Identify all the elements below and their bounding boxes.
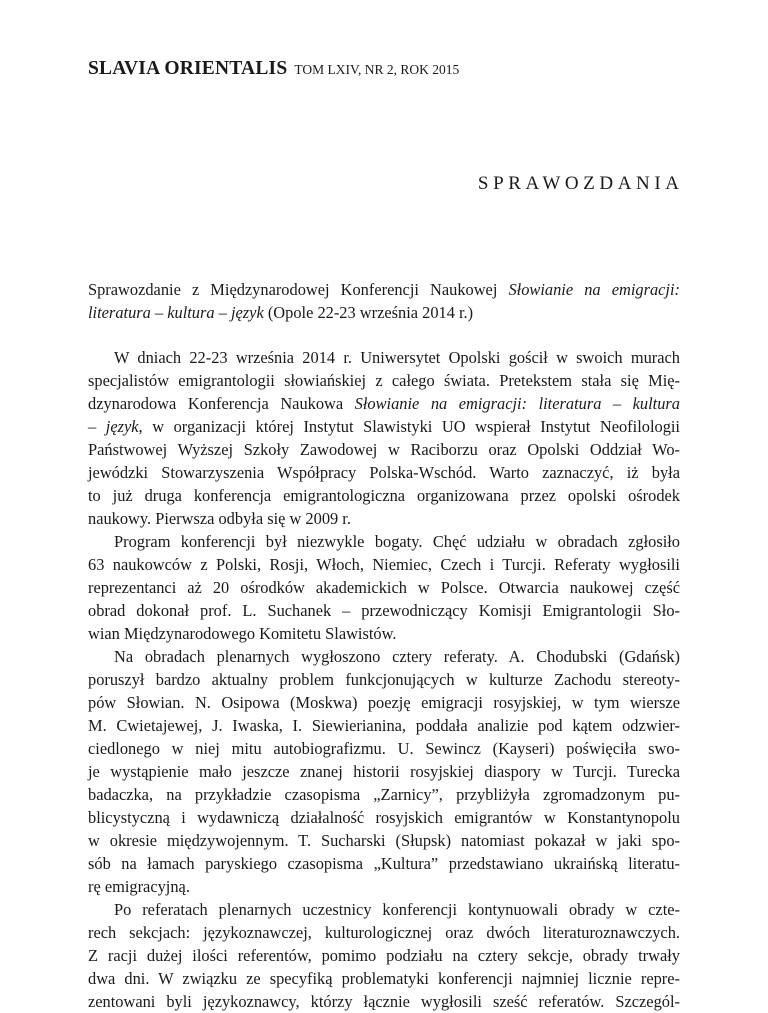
text-line: M. Cwietajewej, J. Iwaska, I. Siewierianina, poddała analizie pod kątem odzwier- — [88, 716, 680, 735]
conference-name: Słowianie na emigracji: — [508, 280, 680, 299]
report-title-text: Sprawozdanie z Międzynarodowej Konferencji Naukowej — [88, 280, 509, 299]
text-line: poruszył bardzo aktualny problem funkcjonujących w kulturze Zachodu stereoty- — [88, 670, 680, 689]
text-line: 63 naukowców z Polski, Rosji, Włoch, Niemiec, Czech i Turcji. Referaty wygłosili — [88, 555, 680, 574]
text-line: sób na łamach paryskiego czasopisma „Kultura” przedstawiano ukraińską literatu- — [88, 854, 680, 873]
text-line: Z racji dużej ilości referentów, pomimo podziału na cztery sekcje, obrady trwały — [88, 946, 680, 965]
text-line: Na obradach plenarnych wygłoszono cztery referaty. A. Chodubski (Gdańsk) — [114, 647, 680, 666]
text-line: Program konferencji był niezwykle bogaty. Chęć udziału w obradach zgłosiło — [114, 532, 680, 551]
text-line: rę emigracyjną. — [88, 877, 190, 896]
text-segment: , w organizacji której Instytut Slawistyki UO wspierał Instytut Neofilologii — [138, 417, 680, 436]
text-line: reprezentanci aż 20 ośrodków akademickich w Polsce. Otwarcia naukowej część — [88, 578, 680, 597]
text-line: Po referatach plenarnych uczestnicy konferencji kontynuowali obrady w czte- — [114, 900, 680, 919]
text-line: rech sekcjach: językoznawczej, kulturologicznej oraz dwóch literaturoznawczych. — [88, 923, 680, 942]
text-line: zentowani byli językoznawcy, którzy łącznie wygłosili sześć referatów. Szczegól- — [88, 992, 680, 1011]
report-title-text: (Opole 22-23 września 2014 r.) — [263, 303, 474, 322]
text-line: wian Międzynarodowego Komitetu Slawistów. — [88, 624, 397, 643]
text-line: badaczka, na przykładzie czasopisma „Zarnicy”, przybliżyła zgromadzonym pu- — [88, 785, 680, 804]
text-line: to już druga konferencja emigrantologiczna organizowana przez opolski ośrodek — [88, 486, 680, 505]
text-line: Państwowej Wyższej Szkoły Zawodowej w Raciborzu oraz Opolski Oddział Wo- — [88, 440, 680, 459]
report-title-line — [88, 278, 680, 301]
article-body — [88, 346, 680, 1013]
conference-name: – język — [88, 417, 139, 436]
conference-name: literatura – kultura – język — [88, 303, 264, 322]
text-line — [88, 392, 680, 415]
text-line: W dniach 22-23 września 2014 r. Uniwersytet Opolski gościł w swoich murach — [114, 348, 680, 367]
section-title: SPRAWOZDANIA — [477, 173, 684, 194]
text-line: w okresie międzywojennym. T. Sucharski (Słupsk) natomiast pokazał w jaki spo- — [88, 831, 680, 850]
text-line: jewódzki Stowarzyszenia Współpracy Polska-Wschód. Warto zaznaczyć, iż była — [88, 463, 680, 482]
text-segment: dzynarodowa Konferencja Naukowa — [88, 394, 355, 413]
text-line: pów Słowian. N. Osipowa (Moskwa) poezję emigracji rosyjskiej, w tym wiersze — [88, 693, 680, 712]
journal-name: SLAVIA ORIENTALIS — [88, 58, 288, 79]
journal-issue: TOM LXIV, NR 2, ROK 2015 — [294, 62, 460, 77]
report-title — [88, 278, 680, 324]
text-line: dwa dni. W związku ze specyfiką problematyki konferencji najmniej licznie repre- — [88, 969, 680, 988]
conference-name: Słowianie na emigracji: literatura – kultura — [354, 394, 680, 413]
text-line: obrad dokonał prof. L. Suchanek – przewodniczący Komisji Emigrantologii Sło- — [88, 601, 680, 620]
text-line: ciedlonego w niej mitu autobiografizmu. U. Sewincz (Kayseri) poświęciła swo- — [88, 739, 680, 758]
running-head — [88, 58, 459, 80]
text-line: naukowy. Pierwsza odbyła się w 2009 r. — [88, 509, 351, 528]
text-line: specjalistów emigrantologii słowiańskiej z całego świata. Pretekstem stała się Mię- — [88, 371, 680, 390]
text-line: je wystąpienie mało jeszcze znanej historii rosyjskiej diaspory w Turcji. Turecka — [88, 762, 680, 781]
text-line: blicystyczną i wydawniczą działalność rosyjskich emigrantów w Konstantynopolu — [88, 808, 680, 827]
text-line — [88, 415, 680, 438]
report-title-line — [88, 301, 680, 324]
